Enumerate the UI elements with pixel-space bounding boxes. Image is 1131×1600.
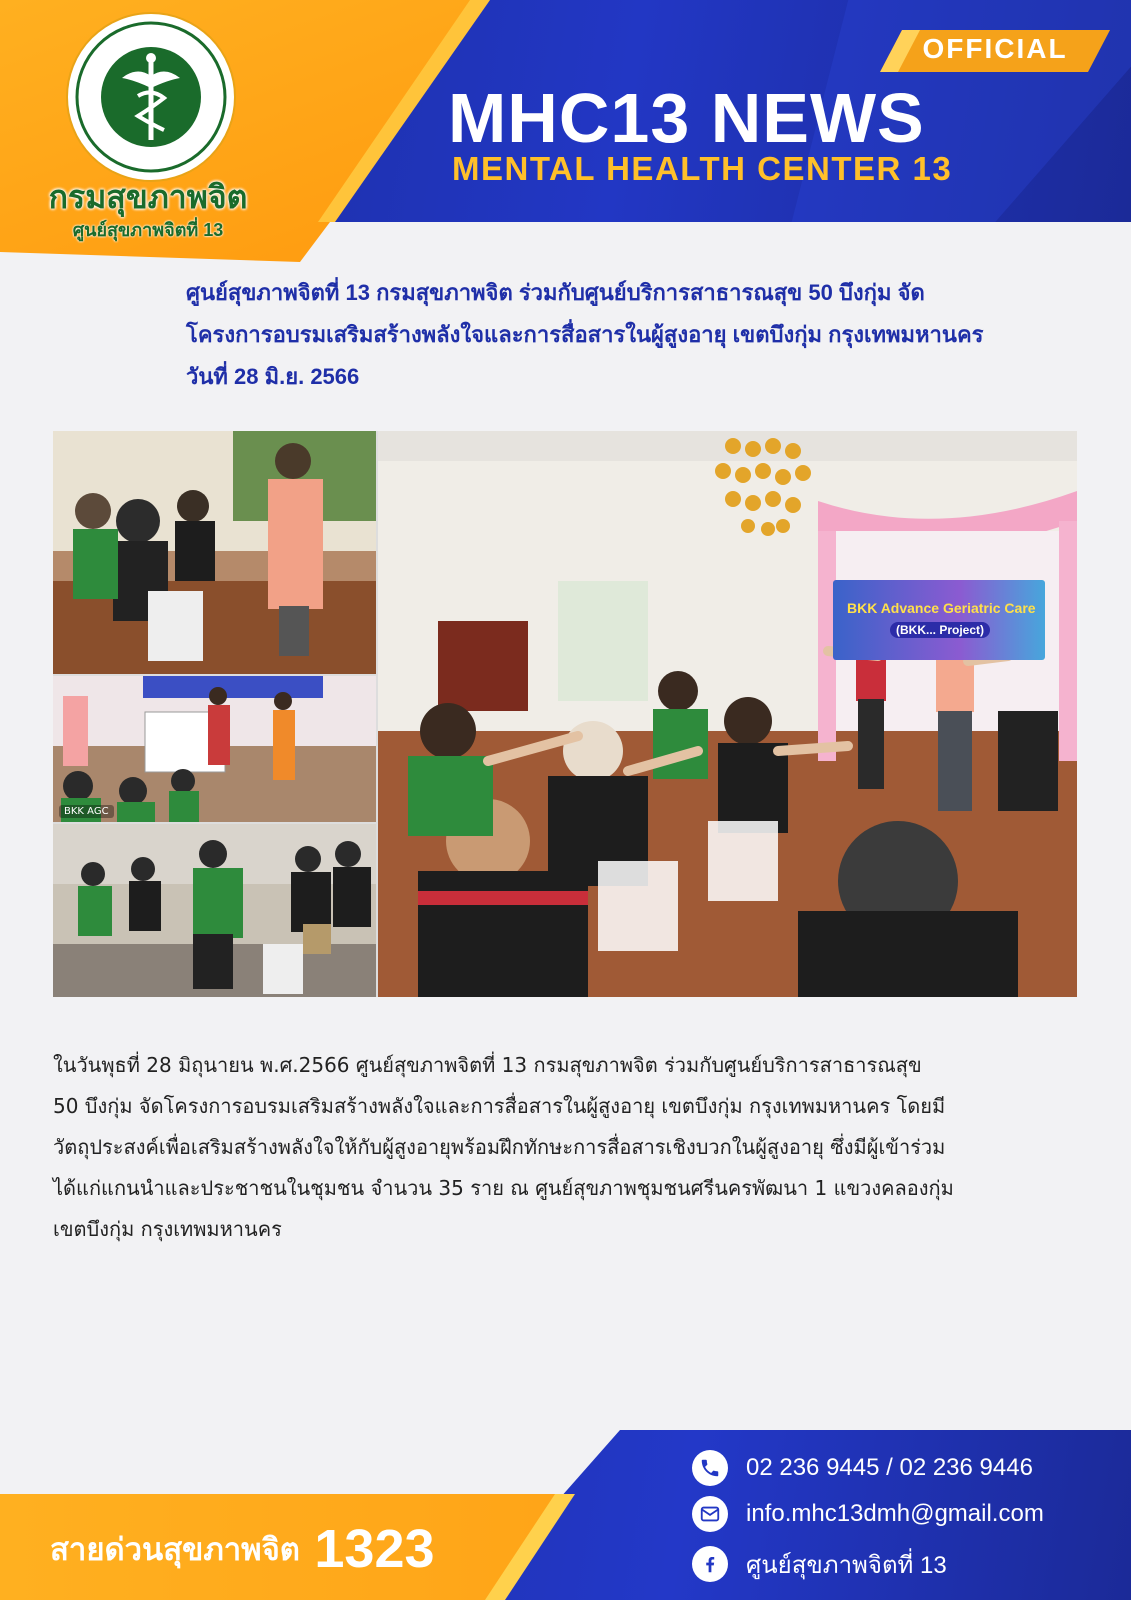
email-text: info.mhc13dmh@gmail.com [746, 1500, 1044, 1527]
body-line: 50 บึงกุ่ม จัดโครงการอบรมเสริมสร้างพลังใจและการสื่อสารในผู้สูงอายุ เขตบึงกุ่ม กรุงเทพมหานคร โดยมี [53, 1094, 946, 1118]
mail-icon [692, 1496, 728, 1532]
facebook-text: ศูนย์สุขภาพจิตที่ 13 [746, 1551, 947, 1579]
hotline-number[interactable]: 1323 [314, 1519, 435, 1579]
article-body [53, 1045, 1077, 1250]
phone-text: 02 236 9445 / 02 236 9446 [746, 1454, 1033, 1481]
hotline [50, 1518, 435, 1580]
contact-email[interactable] [692, 1494, 1044, 1534]
photo-seated-participants [53, 431, 376, 674]
body-line: ได้แก่แกนนำและประชาชนในชุมชน จำนวน 35 ราย ณ ศูนย์สุขภาพชุมชนศรีนครพัฒนา 1 แขวงคลองกุ่ม [53, 1176, 954, 1200]
seal-icon [72, 18, 230, 176]
contact-facebook[interactable] [692, 1544, 947, 1584]
hotline-label: สายด่วนสุขภาพจิต [50, 1532, 300, 1567]
body-line: ในวันพุธที่ 28 มิถุนายน พ.ศ.2566 ศูนย์สุขภาพจิตที่ 13 กรมสุขภาพจิต ร่วมกับศูนย์บริการสาธารณสุข [53, 1053, 922, 1077]
small-banner-label: BKK AGC [59, 805, 114, 818]
phone-icon [692, 1450, 728, 1486]
headline-line: โครงการอบรมเสริมสร้างพลังใจและการสื่อสารในผู้สูงอายุ เขตบึงกุ่ม กรุงเทพมหานคร [186, 322, 984, 347]
facebook-icon [692, 1546, 728, 1582]
photo-group-seated [53, 824, 376, 997]
project-banner-title: BKK Advance Geriatric Care [847, 600, 1036, 616]
photo-whiteboard-activity [53, 676, 376, 822]
brand-title: MHC13 NEWS [448, 79, 925, 157]
official-label: OFFICIAL [922, 33, 1068, 64]
headline-line: ศูนย์สุขภาพจิตที่ 13 กรมสุขภาพจิต ร่วมกับศูนย์บริการสาธารณสุข 50 บึงกุ่ม จัด [186, 280, 925, 305]
news-headline [186, 272, 1086, 398]
photo-collage [53, 431, 1077, 997]
brand-subtitle: MENTAL HEALTH CENTER 13 [452, 150, 953, 187]
headline-date: วันที่ 28 มิ.ย. 2566 [186, 364, 360, 389]
org-name: กรมสุขภาพจิต [48, 179, 248, 215]
org-subtitle: ศูนย์สุขภาพจิตที่ 13 [72, 220, 224, 240]
body-line: วัตถุประสงค์เพื่อเสริมสร้างพลังใจให้กับผู้สูงอายุพร้อมฝึกทักษะการสื่อสารเชิงบวกในผู้สูงอายุ ซึ่งมีผู้เข้าร่วม [53, 1135, 946, 1159]
photo-main-exercise [378, 431, 1077, 997]
ministry-seal-logo [68, 14, 234, 180]
project-banner [833, 580, 1045, 660]
contact-phone[interactable] [692, 1448, 1033, 1488]
project-banner-subtitle: (BKK... Project) [890, 622, 990, 638]
body-line: เขตบึงกุ่ม กรุงเทพมหานคร [53, 1217, 282, 1241]
